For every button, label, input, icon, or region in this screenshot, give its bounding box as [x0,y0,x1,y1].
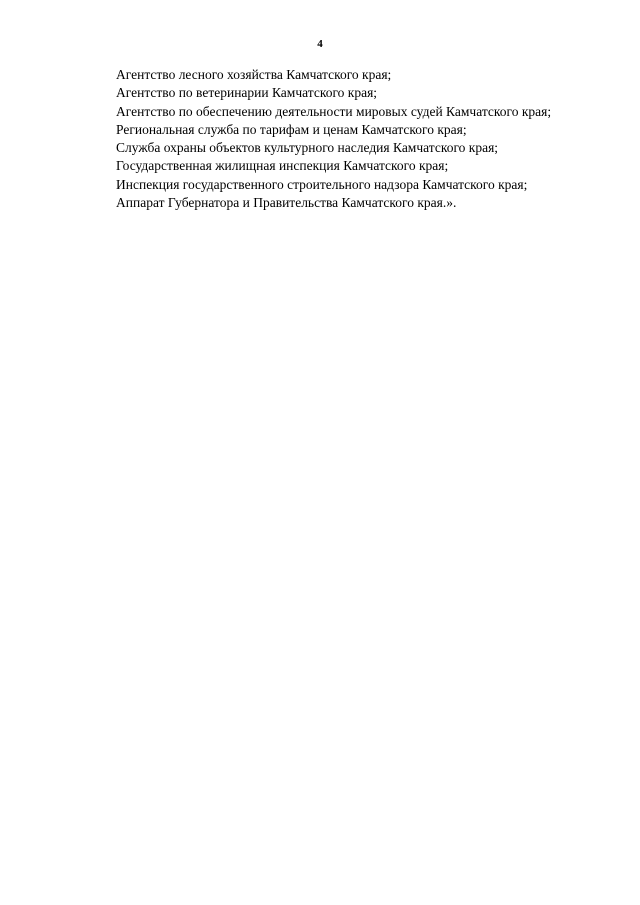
list-item-magistrates-support-agency: Агентство по обеспечению деятельности мировых судей Камчатского края; [116,103,552,119]
document-body [78,66,595,212]
page-number: 4 [317,38,323,50]
list-item-forestry-agency: Агентство лесного хозяйства Камчатского края; [116,67,392,82]
list-item-governor-apparatus: Аппарат Губернатора и Правительства Камчатского края.». [116,195,457,211]
list-item-tariff-service: Региональная служба по тарифам и ценам Камчатского края; [116,121,467,137]
list-item-veterinary-agency: Агентство по ветеринарии Камчатского края; [116,85,378,101]
list-item-cultural-heritage-service: Служба охраны объектов культурного наследия Камчатского края; [116,140,499,156]
list-item-construction-inspection: Инспекция государственного строительного надзора Камчатского края; [116,176,528,192]
list-item-housing-inspection: Государственная жилищная инспекция Камчатского края; [116,158,449,174]
